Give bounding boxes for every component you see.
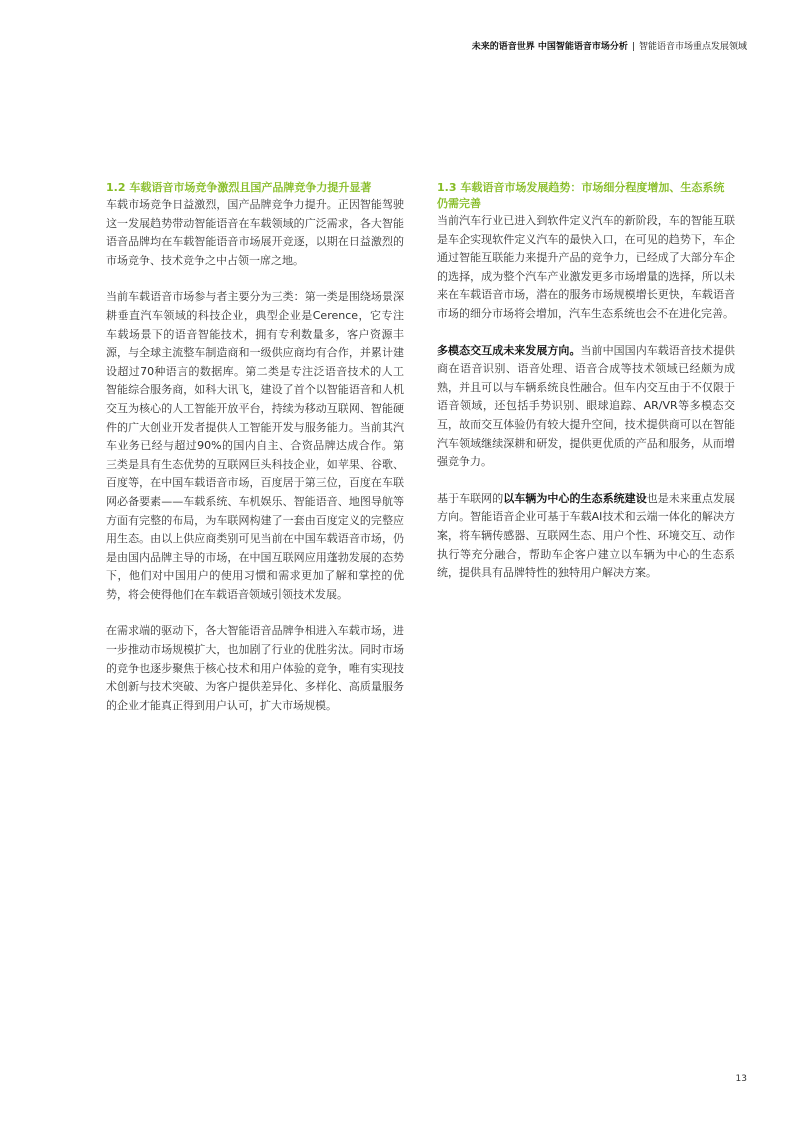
paragraph-text: 也是未来重点发展方向。智能语音企业可基于车载AI技术和云端一体化的解决方案，将车辆传感器、互联网生态、用户个性、环境交互、动作执行等充分融合，帮助车企客户建立以车辆为中心的生态系统，提供具有品牌特性的独特用户解决方案。 bbox=[437, 491, 736, 580]
bold-phrase: 以车辆为中心的生态系统建设 bbox=[503, 491, 647, 505]
right-column bbox=[437, 180, 735, 583]
paragraph-text: 当前中国国内车载语音技术提供商在语音识别、语音处理、语音合成等技术领域已经颇为成熟，并且可以与车辆系统良性融合。但车内交互由于不仅限于语音领域，还包括手势识别、眼球追踪、AR/VR等多模态交互，故而交互体验仍有较大提升空间，技术提供商可以在智能汽车领域继续深耕和研发，提供更优质的产品和服务，从而增强竞争力。 bbox=[437, 343, 735, 469]
paragraph: 当前汽车行业已进入到软件定义汽车的新阶段，车的智能互联是车企实现软件定义汽车的最快入口，在可见的趋势下，车企通过智能互联能力来提升产品的竞争力，已经成了大部分车企的选择，成为整个汽车产业激发更多市场增量的选择，所以未来在车载语音市场，潜在的服务市场规模增长更快，车载语音市场的细分市场将会增加，汽车生态系统也会不在进化完善。 bbox=[437, 214, 735, 320]
paragraph bbox=[437, 342, 735, 472]
paragraph: 在需求端的驱动下，各大智能语音品牌争相进入车载市场，进一步推动市场规模扩大，也加剧了行业的优胜劣汰。同时市场的竞争也逐步聚焦于核心技术和用户体验的竞争，唯有实现技术创新与技术突破、为客户提供差异化、多样化、高质量服务的企业才能真正得到用户认可，扩大市场规模。 bbox=[106, 624, 404, 712]
paragraph: 车载市场竞争日益激烈，国产品牌竞争力提升。正因智能驾驶这一发展趋势带动智能语音在车载领域的广泛需求，各大智能语音品牌均在车载智能语音市场展开竞逐，以期在日益激烈的市场竞争、技术竞争之中占领一席之地。 bbox=[106, 198, 404, 267]
paragraph bbox=[437, 490, 735, 583]
header-title: 未来的语音世界 中国智能语音市场分析 bbox=[471, 42, 628, 52]
section-heading-1-3: 1.3 车载语音市场发展趋势：市场细分程度增加、生态系统仍需完善 bbox=[437, 181, 725, 210]
running-header bbox=[472, 41, 747, 53]
left-column bbox=[106, 180, 404, 715]
header-subtitle: 智能语音市场重点发展领域 bbox=[638, 42, 747, 52]
section-heading-1-2: 1.2 车载语音市场竞争激烈且国产品牌竞争力提升显著 bbox=[106, 181, 372, 194]
paragraph: 当前车载语音市场参与者主要分为三类：第一类是围绕场景深耕垂直汽车领域的科技企业，典型企业是Cerence，它专注车载场景下的语音智能技术，拥有专利数量多，客户资源丰源，与全球主流整车制造商和一级供应商均有合作，并累计建设超过70种语言的数据库。第二类是专注泛语音技术的人工智能综合服务商，如科大讯飞，建设了首个以智能语音和人机交互为核心的人工智能开放平台，持续为移动互联网、智能硬件的广大创业开发者提供人工智能开发与服务能力。当前其汽车业务已经与超过90%的国内自主、合资品牌达成合作。第三类是具有生态优势的互联网巨头科技企业，如苹果、谷歌、百度等，在中国车载语音市场，百度居于第三位，百度在车联网必备要素——车载系统、车机娱乐、智能语音、地图导航等方面有完整的布局，为车联网构建了一套由百度定义的完整应用生态。由以上供应商类别可见当前在中国车载语音市场，仍是由国内品牌主导的市场，在中国互联网应用蓬勃发展的态势下，他们对中国用户的使用习惯和需求更加了解和掌控的优势，将会使得他们在车载语音领域引领技术发展。 bbox=[106, 290, 404, 601]
header-separator: | bbox=[631, 42, 635, 52]
bold-phrase: 多模态交互成未来发展方向。 bbox=[437, 343, 581, 357]
paragraph-text: 基于车联网的 bbox=[437, 491, 504, 505]
page-number: 13 bbox=[735, 1074, 747, 1084]
